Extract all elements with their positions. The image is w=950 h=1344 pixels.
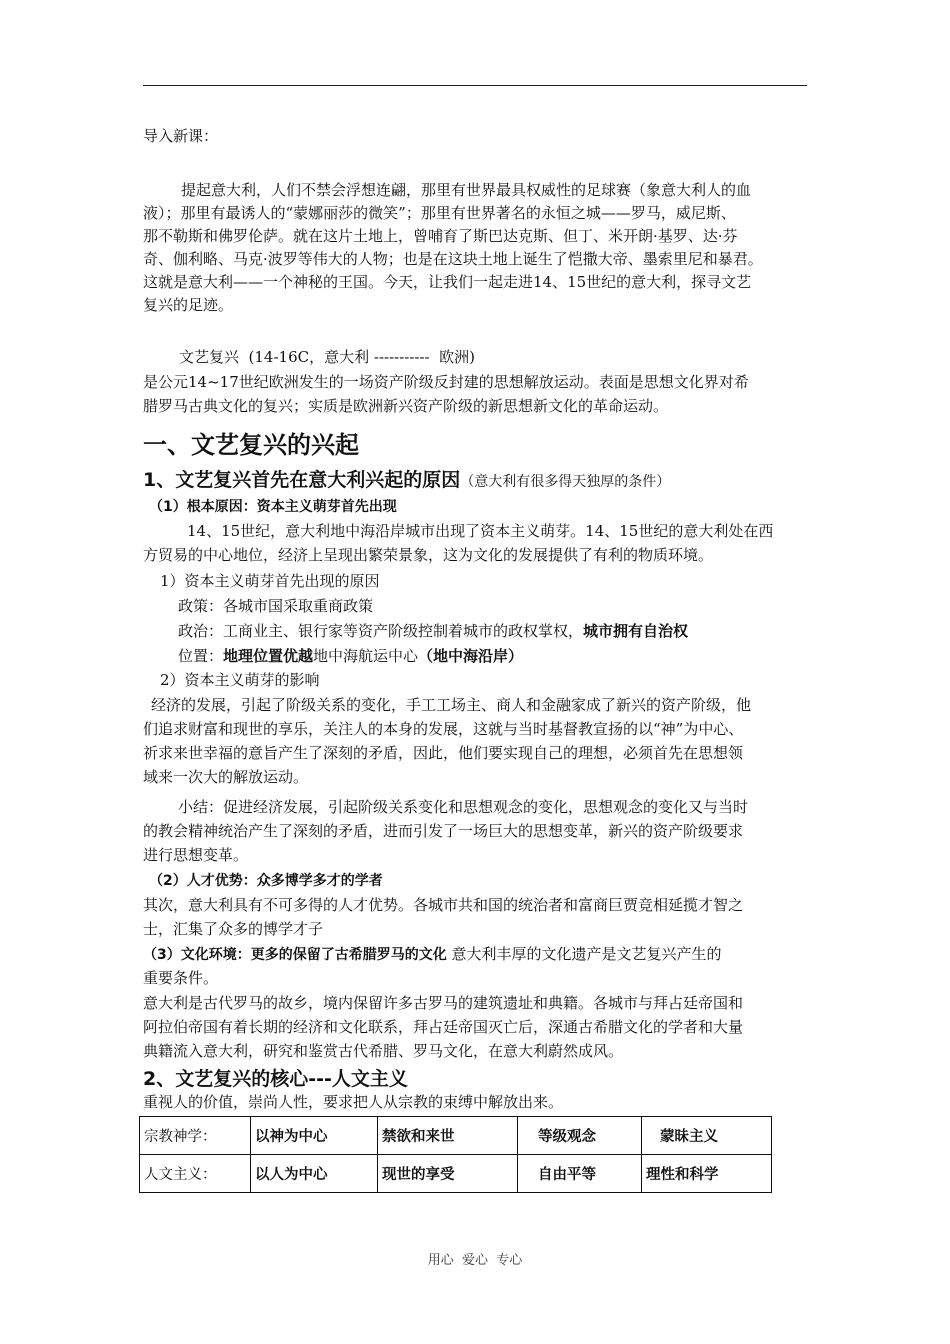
location-text: 地中海航运中心	[313, 647, 419, 665]
header-rule	[143, 85, 807, 86]
table-cell: 理性和科学	[642, 1155, 772, 1193]
subsection-title	[143, 465, 670, 492]
location-line	[178, 644, 523, 668]
impact-line: 域来一次大的解放运动。	[143, 768, 309, 786]
intro-line: 复兴的足迹。	[143, 296, 234, 314]
table-cell: 现世的享受	[378, 1155, 518, 1193]
table-cell: 等级观念	[518, 1117, 642, 1155]
definition-term: 文艺复兴 (14-16C，意大利 ----------- 欧洲)	[179, 348, 476, 366]
summary-line: 小结：促进经济发展，引起阶级关系变化和思想观念的变化，思想观念的变化又与当时	[178, 798, 749, 816]
subsection-note: （意大利有很多得天独厚的条件）	[460, 474, 671, 490]
reason-3-line: 阿拉伯帝国有着长期的经济和文化联系，拜占廷帝国灭亡后，深通古希腊文化的学者和大量	[143, 1018, 744, 1036]
reason-3-line: 意大利是古代罗马的故乡，境内保留许多古罗马的建筑遗址和典籍。各城市与拜占廷帝国和	[143, 994, 744, 1012]
reason-2-line: 其次，意大利具有不可多得的人才优势。各城市共和国的统治者和富商巨贾竞相延揽才智之	[143, 896, 744, 914]
reason-3-title: （3）文化环境：更多的保留了古希腊罗马的文化	[143, 947, 447, 963]
reason-1-line: 14、15世纪，意大利地中海沿岸城市出现了资本主义萌芽。14、15世纪的意大利处在西	[187, 522, 774, 540]
intro-line: 那不勒斯和佛罗伦萨。就在这片土地上，曾哺育了斯巴达克斯、但丁、米开朗·基罗、达·芬	[143, 227, 738, 245]
reason-3-line: 重要条件。	[143, 969, 219, 987]
politics-line	[178, 619, 688, 643]
table-cell: 以人为中心	[251, 1155, 378, 1193]
table-cell: 自由平等	[518, 1155, 642, 1193]
table-cell: 禁欲和来世	[378, 1117, 518, 1155]
impact-line: 们追求财富和现世的享乐，关注人的本身的发展，这就与当时基督教宣扬的以“神”为中心、	[143, 720, 744, 738]
summary-line: 进行思想变革。	[143, 846, 249, 864]
table-cell: 人文主义：	[140, 1155, 251, 1193]
reason-1-title: （1）根本原因：资本主义萌芽首先出现	[149, 499, 397, 515]
definition-line: 腊罗马古典文化的复兴；实质是欧洲新兴资产阶级的新思想新文化的革命运动。	[143, 397, 669, 415]
impact-line: 祈求来世幸福的意旨产生了深刻的矛盾，因此，他们要实现自己的理想，必须首先在思想领	[143, 744, 744, 762]
table-row	[140, 1155, 772, 1193]
politics-text: 政治：工商业主、银行家等资产阶级控制着城市的政权掌权，	[178, 622, 584, 640]
point-2-title: 2）资本主义萌芽的影响	[160, 671, 320, 689]
subsection-2-title: 2、文艺复兴的核心---人文主义	[143, 1068, 408, 1090]
section-title: 一、文艺复兴的兴起	[143, 431, 359, 459]
reason-3-line: 典籍流入意大利，研究和鉴赏古代希腊、罗马文化，在意大利蔚然成风。	[143, 1042, 624, 1060]
table-cell: 宗教神学：	[140, 1117, 251, 1155]
subsection-2-line: 重视人的价值，崇尚人性，要求把人从宗教的束缚中解放出来。	[143, 1093, 564, 1111]
location-emphasis: 地理位置优越	[223, 647, 314, 665]
politics-emphasis: 城市拥有自治权	[583, 622, 689, 640]
impact-line: 经济的发展，引起了阶级关系的变化，手工工场主、商人和金融家成了新兴的资产阶级，他	[151, 696, 752, 714]
table-cell: 以神为中心	[251, 1117, 378, 1155]
table-cell: 蒙昧主义	[642, 1117, 772, 1155]
point-1-title: 1）资本主义萌芽首先出现的原因	[160, 572, 380, 590]
intro-heading: 导入新课：	[143, 127, 219, 145]
reason-2-line: 士，汇集了众多的博学才子	[143, 920, 324, 938]
table-row	[140, 1117, 772, 1155]
intro-line: 这就是意大利——一个神秘的王国。今天，让我们一起走进14、15世纪的意大利，探寻文艺	[143, 273, 752, 291]
reason-2-title: （2）人才优势：众多博学多才的学者	[149, 873, 383, 889]
reason-3-line	[143, 942, 722, 967]
intro-line: 提起意大利，人们不禁会浮想连翩，那里有世界最具权威性的足球赛（象意大利人的血	[181, 181, 752, 199]
reason-3-tail: 意大利丰厚的文化遗产是文艺复兴产生的	[446, 945, 722, 963]
location-emphasis-2: （地中海沿岸）	[418, 647, 524, 665]
definition-line: 是公元14~17世纪欧洲发生的一场资产阶级反封建的思想解放运动。表面是思想文化界对希	[143, 373, 749, 391]
summary-line: 的教会精神统治产生了深刻的矛盾，进而引发了一场巨大的思想变革，新兴的资产阶级要求	[143, 822, 744, 840]
comparison-table	[139, 1116, 772, 1193]
page-footer: 用心 爱心 专心	[427, 1253, 523, 1268]
intro-line: 奇、伽利略、马克·波罗等伟大的人物；也是在这块土地上诞生了恺撒大帝、墨索里尼和暴君。	[143, 250, 763, 268]
reason-1-line: 方贸易的中心地位，经济上呈现出繁荣景象，这为文化的发展提供了有利的物质环境。	[143, 546, 714, 564]
policy-line: 政策：各城市国采取重商政策	[178, 597, 374, 615]
subsection-title-text: 1、文艺复兴首先在意大利兴起的原因	[143, 469, 461, 491]
intro-line: 液）；那里有最诱人的“蒙娜丽莎的微笑”；那里有世界著名的永恒之城——罗马，威尼斯、	[143, 204, 736, 222]
location-label: 位置：	[178, 647, 224, 665]
